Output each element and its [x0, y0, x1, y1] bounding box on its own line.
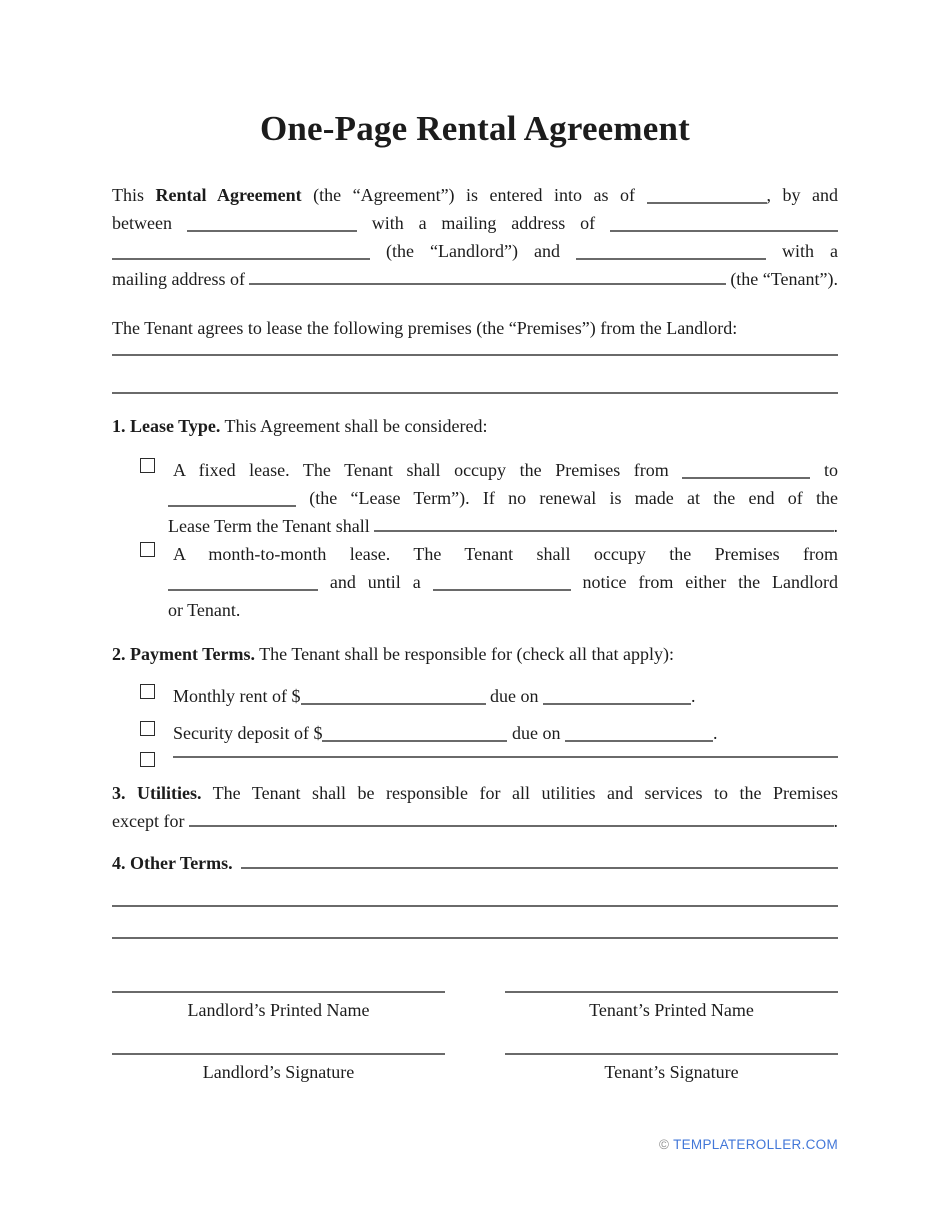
- intro-text: with a mailing address of: [356, 213, 611, 233]
- fixed-lease-line-1: [112, 456, 838, 484]
- blank-premises-line-1[interactable]: [112, 354, 838, 356]
- blank-landlord-address-2[interactable]: [112, 243, 370, 260]
- section-3-text: The Tenant shall be responsible for all utilities and services to the Premises: [201, 783, 838, 803]
- month-to-month-line-1: [112, 540, 838, 568]
- blank-deposit-due-date[interactable]: [565, 725, 713, 742]
- landlord-signature-label: Landlord’s Signature: [202, 1062, 355, 1082]
- month-to-month-line-2: [112, 568, 838, 596]
- blank-other-terms-2[interactable]: [112, 905, 838, 907]
- blank-utilities-exceptions[interactable]: [189, 825, 834, 827]
- blank-tenant-name[interactable]: [576, 243, 766, 260]
- section-1-text: This Agreement shall be considered:: [220, 416, 488, 436]
- month-to-month-text: notice from either the Landlord: [570, 572, 839, 592]
- security-deposit-option: [112, 719, 838, 747]
- fixed-lease-text: A fixed lease. The Tenant shall occupy the Premises from: [173, 460, 683, 480]
- month-to-month-line-3: [112, 596, 838, 624]
- blank-rent-due-date[interactable]: [543, 688, 691, 705]
- fixed-lease-option: [112, 456, 838, 540]
- blank-tenant-address[interactable]: [249, 283, 725, 285]
- intro-line-4: [112, 265, 838, 293]
- monthly-rent-checkbox[interactable]: [140, 684, 155, 699]
- templateroller-link[interactable]: TEMPLATEROLLER.COM: [673, 1137, 838, 1152]
- other-payment-checkbox[interactable]: [140, 752, 155, 767]
- security-deposit-text: due on: [507, 723, 565, 743]
- fixed-lease-text: Lease Term the Tenant shall: [168, 516, 375, 536]
- section-1-number: 1. Lease Type.: [112, 416, 221, 436]
- intro-line-2: [112, 209, 838, 237]
- month-to-month-option: [112, 540, 838, 624]
- intro-text: with a: [765, 241, 838, 261]
- intro-line-1: [112, 181, 838, 209]
- security-deposit-text: Security deposit of $: [173, 723, 323, 743]
- signature-section: [112, 991, 838, 1086]
- fixed-lease-text: (the “Lease Term”). If no renewal is made at the end of the: [296, 488, 838, 508]
- fixed-lease-checkbox[interactable]: [140, 458, 155, 473]
- blank-lease-end-date[interactable]: [168, 490, 296, 507]
- section-2-number: 2. Payment Terms.: [112, 644, 255, 664]
- month-to-month-checkbox[interactable]: [140, 542, 155, 557]
- tenant-signature-block: [505, 991, 838, 1086]
- section-1-heading: [112, 412, 838, 440]
- fixed-lease-line-3: [112, 512, 838, 540]
- security-deposit-checkbox[interactable]: [140, 721, 155, 736]
- other-terms-section: [112, 849, 838, 877]
- fixed-lease-text: to: [810, 460, 838, 480]
- intro-bold-term: Rental Agreement: [155, 185, 302, 205]
- section-3-text: .: [833, 811, 838, 831]
- tenant-signature-label: Tenant’s Signature: [604, 1062, 739, 1082]
- section-3-text: except for: [112, 811, 189, 831]
- landlord-signature-line[interactable]: [112, 1053, 445, 1055]
- month-to-month-text: A month-to-month lease. The Tenant shall occupy the Premises from: [173, 544, 838, 564]
- blank-other-payment[interactable]: [173, 756, 838, 758]
- month-to-month-text: or Tenant.: [168, 600, 241, 620]
- blank-other-terms-1[interactable]: [241, 867, 838, 869]
- section-3-number: 3. Utilities.: [112, 783, 202, 803]
- intro-text: (the “Landlord”) and: [370, 241, 576, 261]
- intro-text: (the “Tenant”).: [725, 269, 838, 289]
- tenant-printed-name-label: Tenant’s Printed Name: [589, 1000, 754, 1020]
- fixed-lease-line-2: [112, 484, 838, 512]
- blank-notice-period[interactable]: [433, 574, 571, 591]
- monthly-rent-text: due on: [485, 686, 543, 706]
- month-to-month-text: and until a: [318, 572, 433, 592]
- monthly-rent-option: [112, 682, 838, 710]
- intro-paragraph: [112, 181, 838, 293]
- footer: [112, 1136, 838, 1154]
- landlord-printed-name-label: Landlord’s Printed Name: [187, 1000, 370, 1020]
- blank-landlord-name[interactable]: [187, 215, 357, 232]
- page-title: One-Page Rental Agreement: [259, 109, 691, 148]
- fixed-lease-text: .: [833, 516, 838, 536]
- tenant-signature-line[interactable]: [505, 1053, 838, 1055]
- blank-occupancy-start[interactable]: [168, 574, 318, 591]
- other-payment-option: [112, 756, 838, 767]
- intro-line-3: [112, 237, 838, 265]
- utilities-line-2: [112, 807, 838, 835]
- intro-text: between: [112, 213, 187, 233]
- monthly-rent-text: Monthly rent of $: [173, 686, 301, 706]
- blank-renewal-action[interactable]: [374, 530, 833, 532]
- section-4-number: 4. Other Terms.: [112, 853, 233, 873]
- section-2-heading: [112, 640, 838, 668]
- lease-type-options: [112, 456, 838, 624]
- premises-paragraph: [112, 314, 838, 342]
- monthly-rent-text: .: [691, 686, 696, 706]
- security-deposit-text: .: [712, 723, 718, 743]
- intro-text: , by and: [766, 185, 838, 205]
- landlord-printed-name-line[interactable]: [112, 991, 445, 993]
- utilities-line-1: [112, 779, 838, 807]
- intro-text: This: [112, 185, 156, 205]
- blank-deposit-amount[interactable]: [322, 725, 507, 742]
- intro-text: mailing address of: [112, 269, 250, 289]
- utilities-section: [112, 779, 838, 835]
- tenant-printed-name-line[interactable]: [505, 991, 838, 993]
- blank-other-terms-3[interactable]: [112, 937, 838, 939]
- intro-text: (the “Agreement”) is entered into as of: [301, 185, 647, 205]
- blank-agreement-date[interactable]: [647, 187, 767, 204]
- blank-rent-amount[interactable]: [301, 688, 486, 705]
- blank-landlord-address-1[interactable]: [610, 215, 838, 232]
- payment-options: [112, 682, 838, 767]
- blank-premises-line-2[interactable]: [112, 392, 838, 394]
- landlord-signature-block: [112, 991, 445, 1086]
- blank-lease-start-date[interactable]: [682, 462, 810, 479]
- section-2-text: The Tenant shall be responsible for (check all that apply):: [255, 644, 674, 664]
- premises-text: The Tenant agrees to lease the following premises (the “Premises”) from the Landlord:: [112, 318, 738, 338]
- copyright-symbol: ©: [659, 1137, 674, 1152]
